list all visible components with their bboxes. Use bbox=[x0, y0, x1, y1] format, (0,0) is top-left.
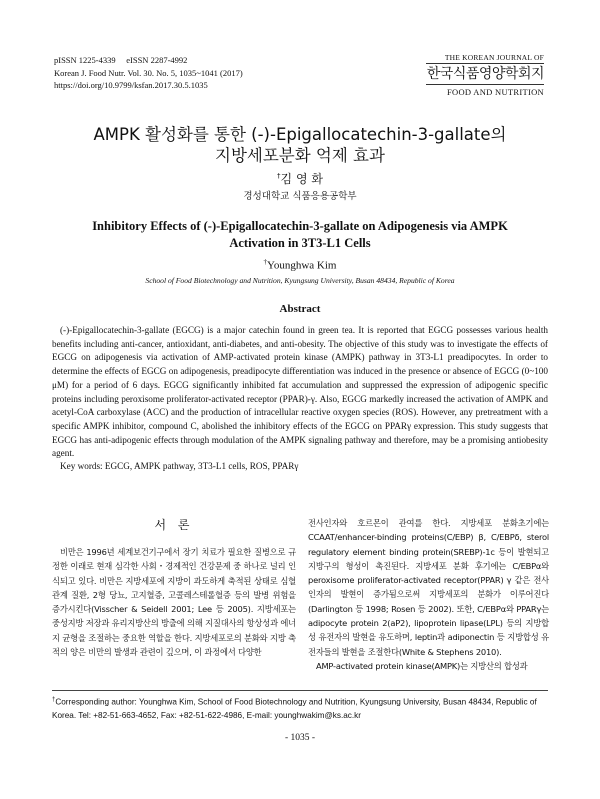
author-korean-name: 김 영 화 bbox=[280, 172, 323, 186]
keywords: Key words: EGCG, AMPK pathway, 3T3-L1 cells, ROS, PPARγ bbox=[60, 461, 299, 471]
footnote-divider bbox=[52, 690, 548, 691]
author-english bbox=[0, 258, 600, 272]
abstract-heading: Abstract bbox=[279, 303, 321, 315]
affiliation-english: School of Food Biotechnology and Nutrition, Kyungsung University, Busan 48434, Republic of Korea bbox=[145, 276, 455, 285]
journal-rule bbox=[426, 63, 544, 64]
abstract-text: (-)-Epigallocatechin-3-gallate (EGCG) is a major catechin found in green tea. It is reported that EGCG possesses various health benefits including anti-cancer, antioxidant, anti-diabetes, and anti-obesity. The objective of this study was to investigate the effects of EGCG on adipogenesis via activation of AMP-activated protein kinase (AMPK) pathway in 3T3-L1 preadipocytes. In order to determine the effects of EGCG on adipogenesis, preadipocyte differentiation was induced in the presence or absence of EGCG (0~100 μM) for a period of 6 days. EGCG significantly inhibited fat accumulation and suppressed the expression of adipogenic specific proteins including peroxisome proliferator-activated receptor (PPAR)-γ. Also, EGCG markedly increased the activation of AMPK and acetyl-CoA carboxylase (ACC) and the production of intracellular reactive oxygen species (ROS). However, any pretreatment with a specific AMPK inhibitor, compound C, abolished the inhibitory effects of the EGCG on PPARγ expression. This study suggests that EGCG has anti-adipogenic effects through modulation of the AMPK signaling pathway and therefore, may be a promising antiobesity agent. bbox=[52, 325, 548, 459]
citation-line: Korean J. Food Nutr. Vol. 30. No. 5, 1035~1041 (2017) bbox=[54, 67, 243, 78]
title-korean bbox=[0, 124, 600, 166]
body-text-left-column: 비만은 1996년 세계보건기구에서 장기 치료가 필요한 질병으로 규정한 이래로 현재 심각한 사회・경제적인 건강문제 중 하나로 널리 인식되고 있다. 비만은 지방세포에 지방이 과도하게 축적된 상태로 심혈관계 질환, 2형 당뇨, 고지혈증, 고콜레스테롤혈증 등의 발병 위험을 증가시킨다(Visscher & Seidell 2001; Lee 등 2005). 지방세포는 중성지방 저장과 유리지방산의 방출에 의해 지질대사의 항상성과 에너지 균형을 조절하는 중요한 역할을 한다. 지방세포로의 분화와 지방 축적의 양은 비만의 발생과 관련이 깊으며, 이 과정에서 다양한 bbox=[52, 547, 296, 658]
footnote-text: Corresponding author: Younghwa Kim, School of Food Biotechnology and Nutrition, Kyungsung University, Busan 48434, Republic of Korea. Tel: +82-51-663-4652, Fax: +82-51-622-4986, E-mail: younghwakim@ks.ac.kr bbox=[52, 697, 537, 720]
footnote-dagger: † bbox=[52, 697, 56, 703]
title-korean-line2: 지방세포분화 억제 효과 bbox=[215, 146, 385, 165]
journal-rule-2 bbox=[426, 84, 544, 85]
title-english-line2: Activation in 3T3-L1 Cells bbox=[229, 236, 371, 250]
doi-link[interactable]: https://doi.org/10.9799/ksfan.2017.30.5.1035 bbox=[54, 80, 208, 90]
section-heading-introduction: 서 론 bbox=[154, 518, 194, 532]
page-number: - 1035 - bbox=[284, 733, 316, 743]
affiliation-korean: 경성대학교 식품응용공학부 bbox=[243, 191, 357, 202]
body-right-paragraph-1: 전사인자와 호르몬이 관여를 한다. 지방세포 분화초기에는 CCAAT/enhancer-binding proteins(C/EBP) β, C/EBPδ, sterol regulatory element binding protein(SREBP)-1c 등이 발현되고 지방구의 형성이 촉진된다. 지방세포 분화 후기에는 C/EBPα와 peroxisome proliferator-activated receptor(PPAR) γ 같은 전사인자의 발현이 증가됨으로써 지방세포의 분화가 이루어진다(Darlington 등 1998; Rosen 등 2002). 또한, C/EBPα와 PPARγ는 adipocyte protein 2(aP2), lipoprotein lipase(LPL) 등의 지방합성 유전자의 발현을 유도하며, leptin과 adiponectin 등 지방합성 유전자들의 발현을 조절한다(White & Stephens 2010). bbox=[308, 518, 549, 657]
title-english bbox=[60, 218, 540, 252]
title-english-line1: Inhibitory Effects of (-)-Epigallocatechin-3-gallate on Adipogenesis via AMPK bbox=[92, 219, 508, 233]
journal-logo-block bbox=[426, 53, 544, 97]
author-korean bbox=[0, 170, 600, 187]
journal-header-info bbox=[54, 54, 243, 92]
journal-name-korean: 한국식품영양학회지 bbox=[426, 66, 544, 82]
journal-name-line1: THE KOREAN JOURNAL OF bbox=[444, 53, 544, 62]
corresponding-author-footnote bbox=[52, 694, 548, 722]
journal-name-line3: FOOD AND NUTRITION bbox=[446, 87, 544, 97]
body-right-paragraph-2: AMP-activated protein kinase(AMPK)는 지방산의 합성과 bbox=[316, 660, 528, 671]
title-korean-line1: AMPK 활성화를 통한 (-)-Epigallocatechin-3-gallate의 bbox=[93, 125, 507, 144]
author-korean-dagger: † bbox=[277, 172, 281, 180]
body-text-right-column bbox=[308, 516, 549, 673]
author-english-name: Younghwa Kim bbox=[267, 259, 337, 272]
issn-line: pISSN 1225-4339 eISSN 2287-4992 bbox=[54, 55, 188, 65]
author-english-dagger: † bbox=[263, 258, 267, 266]
